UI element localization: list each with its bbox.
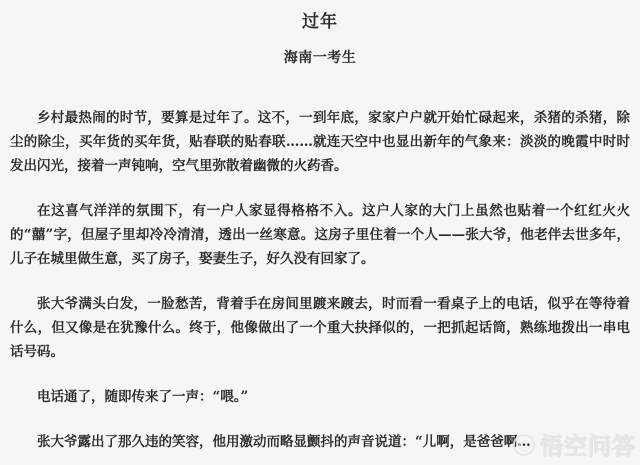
watermark-label: 悟空问答 bbox=[540, 434, 636, 460]
essay-paragraph-3: 张大爷满头白发，一脸愁苦，背着手在房间里踱来踱去，时而看一看桌子上的电话，似乎在等待着什么，但又像是在犹豫什么。终于，他像做出了一个重大抉择似的，一把抓起话筒，熟练地拨出一串电话号码。 bbox=[10, 296, 630, 360]
essay-author: 海南一考生 bbox=[283, 50, 357, 66]
essay-paragraph-1: 乡村最热闹的时节，要算是过年了。这不，一到年底，家家户户就开始忙碌起来，杀猪的杀猪，除尘的除尘，买年货的买年货，贴春联的贴春联……就连天空中也显出新年的气象来：淡淡的晚霞中时时发出闪光，接着一声钝响，空气里弥散着幽微的火药香。 bbox=[10, 110, 630, 174]
essay-paragraph-2: 在这喜气洋洋的氛围下，有一户人家显得格格不入。这户人家的大门上虽然也贴着一个红红火火的“囍”字，但屋子里却冷冷清清，透出一丝寒意。这房子里住着一个人——张大爷，他老伴去世多年，儿子在城里做生意，买了房子，娶妻生子，好久没有回家了。 bbox=[10, 203, 630, 267]
essay-paragraph-4: 电话通了，随即传来了一声：“喂。” bbox=[37, 389, 249, 405]
essay-paragraph-5: 张大爷露出了那久违的笑容，他用激动而略显颤抖的声音说道：“儿啊，是爸爸啊… bbox=[37, 434, 531, 450]
essay-body bbox=[10, 106, 630, 454]
essay-title: 过年 bbox=[302, 12, 338, 32]
